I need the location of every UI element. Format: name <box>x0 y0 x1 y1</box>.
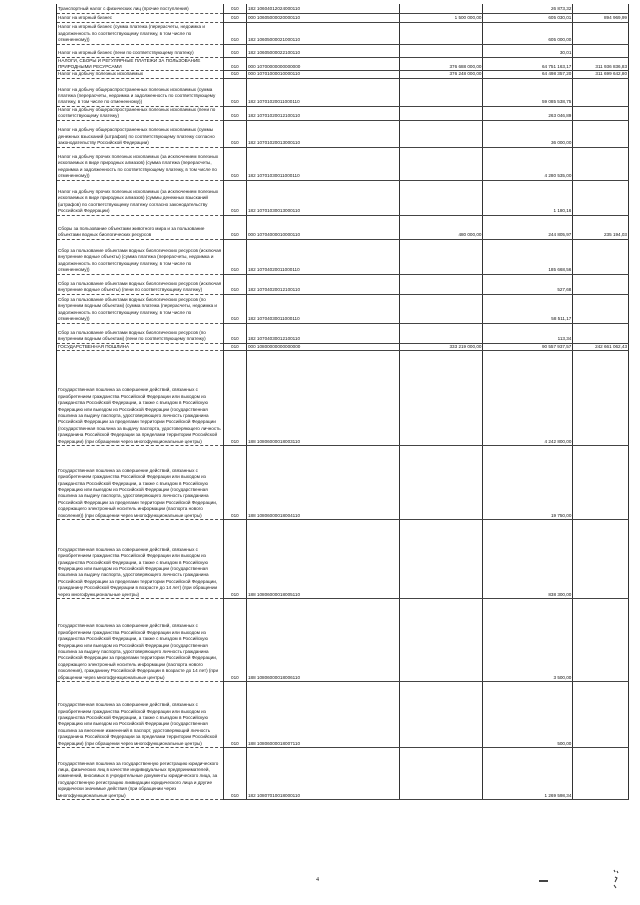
row-classification-code-cell: 182 10701020011000110 <box>246 78 399 106</box>
table-row <box>57 78 629 106</box>
row-line-code-cell: 010 <box>223 681 246 747</box>
row-approved-plan-cell <box>399 445 483 519</box>
row-line-code-cell: 010 <box>223 747 246 799</box>
row-line-code-cell: 010 <box>223 323 246 343</box>
row-executed-cell: 90 557 937,57 <box>483 343 573 350</box>
row-classification-code-cell: 000 10605000020000110 <box>246 13 399 22</box>
row-name-cell: Государственная пошлина за совершение действий, связанных с приобретением гражданства Российской Федерации или выходом из гражданства Российской Федерации, а также с въездом в Российскую Федерацию или выездом из Российской Федерации (государственная пошлина за выдачу паспорта, удостоверяющего личность гражданина Российской Федерации за пределами территории Российской Федерации (государственная пошлина за выдачу паспорта, удостоверяющего личность гражданина Российской Федерации за пределами территории Российской Федерации) (при обращении через многофункциональные центры) <box>57 350 223 445</box>
row-unexecuted-cell <box>573 274 629 294</box>
table-row <box>57 22 629 44</box>
row-unexecuted-cell: 311 936 836,83 <box>573 57 629 71</box>
row-executed-cell: 59 085 538,75 <box>483 78 573 106</box>
row-classification-code-cell: 188 10806000018003110 <box>246 350 399 445</box>
row-approved-plan-cell <box>399 22 483 44</box>
row-approved-plan-cell <box>399 180 483 215</box>
row-line-code-cell: 010 <box>223 180 246 215</box>
row-unexecuted-cell <box>573 239 629 274</box>
row-unexecuted-cell <box>573 747 629 799</box>
row-approved-plan-cell <box>399 274 483 294</box>
row-approved-plan-cell <box>399 44 483 57</box>
row-approved-plan-cell: 333 219 000,00 <box>399 343 483 350</box>
table-row <box>57 180 629 215</box>
row-line-code-cell: 010 <box>223 120 246 147</box>
row-classification-code-cell: 182 10807010018000110 <box>246 747 399 799</box>
row-line-code-cell: 010 <box>223 350 246 445</box>
row-line-code-cell: 010 <box>223 4 246 13</box>
table-row <box>57 274 629 294</box>
row-line-code-cell: 010 <box>223 519 246 598</box>
row-line-code-cell: 010 <box>223 274 246 294</box>
row-approved-plan-cell <box>399 598 483 681</box>
row-line-code-cell: 010 <box>223 445 246 519</box>
table-row <box>57 13 629 22</box>
row-name-cell: Сборы за пользование объектами животного мира и за пользование объектами водных биологических ресурсов <box>57 215 223 239</box>
row-line-code-cell: 010 <box>223 239 246 274</box>
row-classification-code-cell: 188 10806000018007110 <box>246 681 399 747</box>
row-unexecuted-cell <box>573 44 629 57</box>
row-unexecuted-cell <box>573 106 629 120</box>
row-line-code-cell: 010 <box>223 147 246 180</box>
row-name-cell: Государственная пошлина за совершение действий, связанных с приобретением гражданства Российской Федерации или выходом из гражданства Российской Федерации, а также с въездом в Российскую Федерацию или выездом из Российской Федерации (государственная пошлина за выдачу паспорта, удостоверяющего личность гражданина Российской Федерации за пределами территории Российской Федерации, гражданину Российской Федерации в возрасте до 14 лет) (при обращении через многофункциональные центры) <box>57 519 223 598</box>
row-approved-plan-cell <box>399 681 483 747</box>
table-row <box>57 445 629 519</box>
row-name-cell: Сбор за пользование объектами водных биологических ресурсов (по внутренним водным объектам) (пени по соответствующему платежу) <box>57 323 223 343</box>
table-row <box>57 681 629 747</box>
row-classification-code-cell: 188 10806000018004110 <box>246 445 399 519</box>
row-unexecuted-cell <box>573 445 629 519</box>
row-line-code-cell: 010 <box>223 78 246 106</box>
row-executed-cell: 26 873,32 <box>483 4 573 13</box>
row-executed-cell: 244 805,97 <box>483 215 573 239</box>
row-classification-code-cell: 000 10700000000000000 <box>246 57 399 71</box>
row-name-cell: Налог на игорный бизнес (пени по соответствующему платежу) <box>57 44 223 57</box>
row-classification-code-cell: 182 10701030013000110 <box>246 180 399 215</box>
row-name-cell: Налог на игорный бизнес (сумма платежа (перерасчеты, недоимка и задолженность по соответствующему платежу, в том числе по отмененному)) <box>57 22 223 44</box>
row-approved-plan-cell <box>399 4 483 13</box>
table-row <box>57 747 629 799</box>
row-line-code-cell: 010 <box>223 598 246 681</box>
row-classification-code-cell: 000 10800000000000000 <box>246 343 399 350</box>
row-classification-code-cell: 182 10605000022100110 <box>246 44 399 57</box>
row-classification-code-cell: 182 10704030011000110 <box>246 294 399 323</box>
row-approved-plan-cell <box>399 350 483 445</box>
row-name-cell: Налог на добычу общераспространенных полезных ископаемых (суммы денежных взысканий (штрафов) по соответствующему платежу согласно законодательству Российской Федерации) <box>57 120 223 147</box>
table-row <box>57 294 629 323</box>
row-executed-cell: 3 500,00 <box>483 598 573 681</box>
row-line-code-cell: 010 <box>223 57 246 71</box>
row-approved-plan-cell <box>399 294 483 323</box>
table-row <box>57 343 629 350</box>
table-row <box>57 239 629 274</box>
table-row <box>57 57 629 71</box>
row-name-cell: Налог на добычу прочих полезных ископаемых (за исключением полезных ископаемых в виде природных алмазов) (суммы денежных взысканий (штрафов) по соответствующему платежу согласно законодательству Российской Федерации) <box>57 180 223 215</box>
row-name-cell: ГОСУДАРСТВЕННАЯ ПОШЛИНА <box>57 343 223 350</box>
row-unexecuted-cell <box>573 78 629 106</box>
table-row <box>57 598 629 681</box>
row-classification-code-cell: 000 10704000010000110 <box>246 215 399 239</box>
row-executed-cell: 1 180,16 <box>483 180 573 215</box>
row-classification-code-cell: 182 10704020012100110 <box>246 274 399 294</box>
row-unexecuted-cell <box>573 147 629 180</box>
row-executed-cell: 1 269 598,34 <box>483 747 573 799</box>
row-executed-cell: 113,34 <box>483 323 573 343</box>
row-name-cell: Налог на игорный бизнес <box>57 13 223 22</box>
row-classification-code-cell: 182 10701020012100110 <box>246 106 399 120</box>
table-row <box>57 44 629 57</box>
row-classification-code-cell: 182 10704020011000110 <box>246 239 399 274</box>
row-name-cell: Налог на добычу прочих полезных ископаемых (за исключением полезных ископаемых в виде природных алмазов) (сумма платежа (перерасчеты, недоимка и задолженность по соответствующему платежу, в том числе по отмененному)) <box>57 147 223 180</box>
row-executed-cell: 36 000,00 <box>483 120 573 147</box>
row-line-code-cell: 010 <box>223 13 246 22</box>
row-unexecuted-cell: 894 969,99 <box>573 13 629 22</box>
row-classification-code-cell: 000 10701000010000110 <box>246 71 399 78</box>
row-approved-plan-cell <box>399 120 483 147</box>
row-name-cell: Налог на добычу полезных ископаемых <box>57 71 223 78</box>
row-classification-code-cell: 188 10806000018006110 <box>246 598 399 681</box>
row-name-cell: Государственная пошлина за государственную регистрацию юридического лица, физических лиц в качестве индивидуальных предпринимателей, изменений, вносимых в учредительные документы юридического лица, за государственную регистрацию ликвидации юридического лица и другие юридически значимые действия (при обращении через многофункциональные центры) <box>57 747 223 799</box>
table-row <box>57 120 629 147</box>
row-approved-plan-cell <box>399 239 483 274</box>
row-executed-cell: 4 280 535,00 <box>483 147 573 180</box>
row-name-cell: НАЛОГИ, СБОРЫ И РЕГУЛЯРНЫЕ ПЛАТЕЖИ ЗА ПОЛЬЗОВАНИЕ ПРИРОДНЫМИ РЕСУРСАМИ <box>57 57 223 71</box>
page-number: 4 <box>316 877 319 883</box>
row-approved-plan-cell <box>399 147 483 180</box>
row-name-cell: Налог на добычу общераспространенных полезных ископаемых (пени по соответствующему платежу) <box>57 106 223 120</box>
row-unexecuted-cell <box>573 519 629 598</box>
row-approved-plan-cell <box>399 747 483 799</box>
row-line-code-cell: 010 <box>223 294 246 323</box>
row-name-cell: Сбор за пользование объектами водных биологических ресурсов (исключая внутренние водные объекты) (пени по соответствующему платежу) <box>57 274 223 294</box>
row-approved-plan-cell <box>399 78 483 106</box>
row-executed-cell: 58 511,17 <box>483 294 573 323</box>
row-executed-cell: 185 668,56 <box>483 239 573 274</box>
row-unexecuted-cell <box>573 180 629 215</box>
row-approved-plan-cell <box>399 323 483 343</box>
table-row <box>57 215 629 239</box>
table-row <box>57 350 629 445</box>
row-unexecuted-cell <box>573 598 629 681</box>
row-line-code-cell: 010 <box>223 343 246 350</box>
row-executed-cell: 527,68 <box>483 274 573 294</box>
scan-artifact-mark <box>539 880 548 882</box>
table-row <box>57 4 629 13</box>
row-executed-cell: 64 498 357,20 <box>483 71 573 78</box>
row-line-code-cell: 010 <box>223 22 246 44</box>
revenue-table <box>57 4 629 800</box>
row-approved-plan-cell: 480 000,00 <box>399 215 483 239</box>
row-classification-code-cell: 182 10604012024000110 <box>246 4 399 13</box>
table-row <box>57 519 629 598</box>
row-line-code-cell: 010 <box>223 215 246 239</box>
row-approved-plan-cell: 376 248 000,00 <box>399 71 483 78</box>
row-classification-code-cell: 182 10605000021000110 <box>246 22 399 44</box>
row-name-cell: Налог на добычу общераспространенных полезных ископаемых (сумма платежа (перерасчеты, недоимка и задолженность по соответствующему платежу, в том числе по отмененному)) <box>57 78 223 106</box>
row-executed-cell: 605 030,01 <box>483 13 573 22</box>
table-row <box>57 71 629 78</box>
row-unexecuted-cell <box>573 120 629 147</box>
row-unexecuted-cell <box>573 350 629 445</box>
row-executed-cell: 500,00 <box>483 681 573 747</box>
row-executed-cell: 263 046,89 <box>483 106 573 120</box>
row-classification-code-cell: 182 10701020013000110 <box>246 120 399 147</box>
row-classification-code-cell: 182 10701030011000110 <box>246 147 399 180</box>
revenue-table-body <box>57 4 629 799</box>
row-executed-cell: 838 300,00 <box>483 519 573 598</box>
table-row <box>57 147 629 180</box>
row-line-code-cell: 010 <box>223 71 246 78</box>
row-name-cell: Транспортный налог с физических лиц (прочие поступления) <box>57 4 223 13</box>
row-unexecuted-cell: 311 699 642,80 <box>573 71 629 78</box>
row-name-cell: Сбор за пользование объектами водных биологических ресурсов (по внутренним водным объектам) (сумма платежа (перерасчеты, недоимка и задолженность по соответствующему платежу, в том числе по отмененному)) <box>57 294 223 323</box>
row-unexecuted-cell <box>573 681 629 747</box>
row-executed-cell: 605 000,00 <box>483 22 573 44</box>
row-classification-code-cell: 182 10704030012100110 <box>246 323 399 343</box>
report-sheet <box>56 4 629 800</box>
row-name-cell: Государственная пошлина за совершение действий, связанных с приобретением гражданства Российской Федерации или выходом из гражданства Российской Федерации, а также с въездом в Российскую Федерацию или выездом из Российской Федерации (государственная пошлина за выдачу паспорта, удостоверяющего личность гражданина Российской Федерации за пределами территории Российской Федерации, содержащего электронный носитель информации (паспорта нового поколения)) (при обращении через многофункциональные центры) <box>57 445 223 519</box>
row-unexecuted-cell <box>573 22 629 44</box>
row-executed-cell: 4 242 800,00 <box>483 350 573 445</box>
row-unexecuted-cell: 235 194,03 <box>573 215 629 239</box>
row-name-cell: Сбор за пользование объектами водных биологических ресурсов (исключая внутренние водные объекты) (сумма платежа (перерасчеты, недоимка и задолженность по соответствующему платежу, в том числе по отмененному)) <box>57 239 223 274</box>
row-line-code-cell: 010 <box>223 44 246 57</box>
row-unexecuted-cell <box>573 294 629 323</box>
row-executed-cell: 19 750,00 <box>483 445 573 519</box>
row-name-cell: Государственная пошлина за совершение действий, связанных с приобретением гражданства Российской Федерации или выходом из гражданства Российской Федерации, а также с въездом в Российскую Федерацию или выездом из Российской Федерации (государственная пошлина за выдачу паспорта, удостоверяющего личность гражданина Российской Федерации за пределами территории Российской Федерации, содержащего электронный носитель информации (паспорта нового поколения), гражданину Российской Федерации в возрасте до 14 лет) (при обращении через многофункциональные центры) <box>57 598 223 681</box>
scan-artifact-glyph <box>612 868 620 890</box>
row-unexecuted-cell: 242 661 062,43 <box>573 343 629 350</box>
row-approved-plan-cell <box>399 519 483 598</box>
row-executed-cell: 30,01 <box>483 44 573 57</box>
row-approved-plan-cell: 376 688 000,00 <box>399 57 483 71</box>
table-row <box>57 323 629 343</box>
row-unexecuted-cell <box>573 323 629 343</box>
row-classification-code-cell: 188 10806000018005110 <box>246 519 399 598</box>
table-row <box>57 106 629 120</box>
row-executed-cell: 64 751 163,17 <box>483 57 573 71</box>
row-approved-plan-cell: 1 500 000,00 <box>399 13 483 22</box>
row-name-cell: Государственная пошлина за совершение действий, связанных с приобретением гражданства Российской Федерации или выходом из гражданства Российской Федерации, а также с въездом в Российскую Федерацию или выездом из Российской Федерации (государственная пошлина за внесение изменений в паспорт, удостоверяющий личность гражданина Российской Федерации за пределами территории Российской Федерации) (при обращении через многофункциональные центры) <box>57 681 223 747</box>
row-approved-plan-cell <box>399 106 483 120</box>
row-unexecuted-cell <box>573 4 629 13</box>
row-line-code-cell: 010 <box>223 106 246 120</box>
